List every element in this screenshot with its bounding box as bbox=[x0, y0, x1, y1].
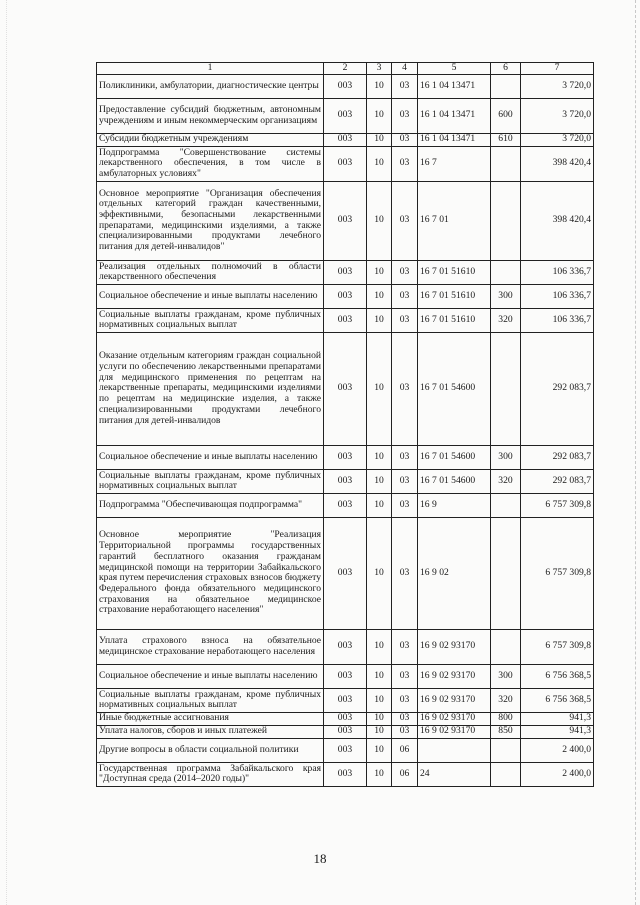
row-csr: 16 9 02 93170 bbox=[418, 712, 491, 725]
row-name: Уплата налогов, сборов и иных платежей bbox=[97, 725, 324, 738]
row-vr: 320 bbox=[491, 308, 521, 332]
row-sum: 2 400,0 bbox=[521, 762, 594, 786]
row-sum: 6 757 309,8 bbox=[521, 629, 594, 664]
row-csr: 16 7 01 54600 bbox=[418, 445, 491, 469]
row-name: Государственная программа Забайкальского края "Доступная среда (2014–2020 годы)" bbox=[97, 762, 324, 786]
row-pr: 03 bbox=[392, 181, 418, 260]
row-pr: 03 bbox=[392, 712, 418, 725]
row-name: Социальные выплаты гражданам, кроме публичных нормативных социальных выплат bbox=[97, 469, 324, 493]
row-rz: 10 bbox=[367, 181, 392, 260]
row-pr: 06 bbox=[392, 762, 418, 786]
row-vr: 320 bbox=[491, 469, 521, 493]
row-rz: 10 bbox=[367, 260, 392, 284]
row-name: Реализация отдельных полномочий в области лекарственного обеспечения bbox=[97, 260, 324, 284]
row-csr: 16 7 01 54600 bbox=[418, 332, 491, 445]
row-pr: 03 bbox=[392, 725, 418, 738]
column-header: 2 bbox=[324, 63, 367, 75]
row-rz: 10 bbox=[367, 74, 392, 98]
row-name: Социальное обеспечение и иные выплаты населению bbox=[97, 664, 324, 688]
row-pr: 03 bbox=[392, 133, 418, 146]
row-rz: 10 bbox=[367, 629, 392, 664]
row-vr: 850 bbox=[491, 725, 521, 738]
table-row bbox=[97, 74, 594, 98]
row-csr: 16 9 02 93170 bbox=[418, 725, 491, 738]
table-row bbox=[97, 688, 594, 712]
row-rz: 10 bbox=[367, 762, 392, 786]
row-vr bbox=[491, 517, 521, 629]
row-rz: 10 bbox=[367, 517, 392, 629]
row-vr bbox=[491, 74, 521, 98]
row-rz: 10 bbox=[367, 725, 392, 738]
row-rz: 10 bbox=[367, 146, 392, 181]
table-row bbox=[97, 712, 594, 725]
table-row bbox=[97, 146, 594, 181]
table-body bbox=[97, 74, 594, 786]
row-vr bbox=[491, 762, 521, 786]
row-ved: 003 bbox=[324, 712, 367, 725]
row-vr bbox=[491, 738, 521, 762]
row-csr: 16 9 02 93170 bbox=[418, 688, 491, 712]
row-vr bbox=[491, 146, 521, 181]
row-vr bbox=[491, 260, 521, 284]
row-ved: 003 bbox=[324, 74, 367, 98]
table-row bbox=[97, 725, 594, 738]
row-vr: 300 bbox=[491, 445, 521, 469]
row-sum: 3 720,0 bbox=[521, 98, 594, 133]
row-vr bbox=[491, 629, 521, 664]
row-name: Основное мероприятие "Реализация Территориальной программы государственных гарантий бесплатного оказания гражданам медицинской помощи на территории Забайкальского края путем перечисления страховых взносов бюджету Федерального фонда обязательного медицинского страхования на обязательное медицинское страхование неработающего населения" bbox=[97, 517, 324, 629]
row-rz: 10 bbox=[367, 738, 392, 762]
row-ved: 003 bbox=[324, 664, 367, 688]
row-ved: 003 bbox=[324, 332, 367, 445]
row-sum: 398 420,4 bbox=[521, 146, 594, 181]
row-rz: 10 bbox=[367, 445, 392, 469]
row-ved: 003 bbox=[324, 133, 367, 146]
row-name: Предоставление субсидий бюджетным, автономным учреждениям и иным некоммерческим организациям bbox=[97, 98, 324, 133]
row-name: Социальные выплаты гражданам, кроме публичных нормативных социальных выплат bbox=[97, 308, 324, 332]
table-row bbox=[97, 181, 594, 260]
column-header: 3 bbox=[367, 63, 392, 75]
row-csr: 16 7 01 54600 bbox=[418, 469, 491, 493]
row-rz: 10 bbox=[367, 284, 392, 308]
page-edge-left bbox=[6, 0, 8, 905]
row-pr: 03 bbox=[392, 445, 418, 469]
row-sum: 106 336,7 bbox=[521, 284, 594, 308]
row-sum: 941,3 bbox=[521, 712, 594, 725]
row-rz: 10 bbox=[367, 133, 392, 146]
row-name: Основное мероприятие "Организация обеспечения отдельных категорий граждан качественными, эффективными, безопасными лекарственными препаратами, медицинскими изделиями, а также специализированными продуктами лечебного питания для детей-инвалидов" bbox=[97, 181, 324, 260]
row-csr bbox=[418, 738, 491, 762]
row-rz: 10 bbox=[367, 308, 392, 332]
table-row bbox=[97, 332, 594, 445]
table-row bbox=[97, 493, 594, 517]
row-name: Социальное обеспечение и иные выплаты населению bbox=[97, 284, 324, 308]
table-row bbox=[97, 517, 594, 629]
row-rz: 10 bbox=[367, 664, 392, 688]
page-edge-right bbox=[634, 0, 636, 905]
row-csr: 16 1 04 13471 bbox=[418, 133, 491, 146]
row-rz: 10 bbox=[367, 688, 392, 712]
row-vr bbox=[491, 493, 521, 517]
row-name: Социальное обеспечение и иные выплаты населению bbox=[97, 445, 324, 469]
row-ved: 003 bbox=[324, 98, 367, 133]
row-rz: 10 bbox=[367, 469, 392, 493]
row-ved: 003 bbox=[324, 688, 367, 712]
row-sum: 292 083,7 bbox=[521, 445, 594, 469]
row-sum: 941,3 bbox=[521, 725, 594, 738]
table-row bbox=[97, 445, 594, 469]
row-pr: 03 bbox=[392, 284, 418, 308]
row-name: Поликлиники, амбулатории, диагностические центры bbox=[97, 74, 324, 98]
row-pr: 03 bbox=[392, 260, 418, 284]
column-header: 5 bbox=[418, 63, 491, 75]
row-name: Субсидии бюджетным учреждениям bbox=[97, 133, 324, 146]
column-header: 1 bbox=[97, 63, 324, 75]
row-ved: 003 bbox=[324, 629, 367, 664]
row-pr: 03 bbox=[392, 98, 418, 133]
budget-table bbox=[96, 62, 594, 787]
row-rz: 10 bbox=[367, 98, 392, 133]
row-csr: 24 bbox=[418, 762, 491, 786]
row-sum: 6 756 368,5 bbox=[521, 688, 594, 712]
page-number: 18 bbox=[313, 851, 327, 866]
row-pr: 06 bbox=[392, 738, 418, 762]
row-rz: 10 bbox=[367, 493, 392, 517]
row-name: Иные бюджетные ассигнования bbox=[97, 712, 324, 725]
table-row bbox=[97, 284, 594, 308]
column-header: 4 bbox=[392, 63, 418, 75]
row-sum: 292 083,7 bbox=[521, 332, 594, 445]
row-ved: 003 bbox=[324, 146, 367, 181]
row-sum: 3 720,0 bbox=[521, 74, 594, 98]
table-row bbox=[97, 469, 594, 493]
row-name: Подпрограмма "Обеспечивающая подпрограмма" bbox=[97, 493, 324, 517]
table-row bbox=[97, 664, 594, 688]
row-vr: 610 bbox=[491, 133, 521, 146]
row-rz: 10 bbox=[367, 332, 392, 445]
row-pr: 03 bbox=[392, 308, 418, 332]
row-csr: 16 9 02 93170 bbox=[418, 629, 491, 664]
table-header-row bbox=[97, 63, 594, 75]
row-pr: 03 bbox=[392, 74, 418, 98]
row-name: Социальные выплаты гражданам, кроме публичных нормативных социальных выплат bbox=[97, 688, 324, 712]
row-sum: 3 720,0 bbox=[521, 133, 594, 146]
table-row bbox=[97, 260, 594, 284]
column-header: 7 bbox=[521, 63, 594, 75]
row-sum: 106 336,7 bbox=[521, 308, 594, 332]
row-ved: 003 bbox=[324, 493, 367, 517]
row-pr: 03 bbox=[392, 493, 418, 517]
row-vr: 800 bbox=[491, 712, 521, 725]
table-row bbox=[97, 629, 594, 664]
row-csr: 16 9 02 93170 bbox=[418, 664, 491, 688]
row-name: Другие вопросы в области социальной политики bbox=[97, 738, 324, 762]
table-row bbox=[97, 98, 594, 133]
row-pr: 03 bbox=[392, 332, 418, 445]
row-ved: 003 bbox=[324, 308, 367, 332]
row-ved: 003 bbox=[324, 284, 367, 308]
row-csr: 16 1 04 13471 bbox=[418, 98, 491, 133]
row-vr: 300 bbox=[491, 284, 521, 308]
row-pr: 03 bbox=[392, 517, 418, 629]
row-pr: 03 bbox=[392, 146, 418, 181]
row-ved: 003 bbox=[324, 181, 367, 260]
row-pr: 03 bbox=[392, 629, 418, 664]
row-ved: 003 bbox=[324, 762, 367, 786]
row-csr: 16 9 02 bbox=[418, 517, 491, 629]
row-vr: 300 bbox=[491, 664, 521, 688]
row-sum: 2 400,0 bbox=[521, 738, 594, 762]
row-ved: 003 bbox=[324, 725, 367, 738]
row-pr: 03 bbox=[392, 688, 418, 712]
row-ved: 003 bbox=[324, 260, 367, 284]
row-csr: 16 9 bbox=[418, 493, 491, 517]
table-row bbox=[97, 308, 594, 332]
row-name: Оказание отдельным категориям граждан социальной услуги по обеспечению лекарственными препаратами для медицинского применения по рецептам на лекарственные препараты, медицинскими изделиями по рецептам на медицинские изделия, а также специализированными продуктами лечебного питания для детей-инвалидов bbox=[97, 332, 324, 445]
row-vr: 320 bbox=[491, 688, 521, 712]
row-ved: 003 bbox=[324, 517, 367, 629]
row-sum: 6 756 368,5 bbox=[521, 664, 594, 688]
row-csr: 16 7 01 51610 bbox=[418, 308, 491, 332]
row-pr: 03 bbox=[392, 469, 418, 493]
row-sum: 292 083,7 bbox=[521, 469, 594, 493]
row-ved: 003 bbox=[324, 469, 367, 493]
row-sum: 6 757 309,8 bbox=[521, 517, 594, 629]
row-name: Подпрограмма "Совершенствование системы лекарственного обеспечения, в том числе в амбулаторных условиях" bbox=[97, 146, 324, 181]
row-csr: 16 7 bbox=[418, 146, 491, 181]
row-csr: 16 1 04 13471 bbox=[418, 74, 491, 98]
row-vr bbox=[491, 181, 521, 260]
table-row bbox=[97, 738, 594, 762]
row-sum: 398 420,4 bbox=[521, 181, 594, 260]
column-header: 6 bbox=[491, 63, 521, 75]
row-csr: 16 7 01 51610 bbox=[418, 260, 491, 284]
row-sum: 106 336,7 bbox=[521, 260, 594, 284]
row-name: Уплата страхового взноса на обязательное медицинское страхование неработающего населения bbox=[97, 629, 324, 664]
row-sum: 6 757 309,8 bbox=[521, 493, 594, 517]
row-pr: 03 bbox=[392, 664, 418, 688]
row-vr bbox=[491, 332, 521, 445]
table-row bbox=[97, 133, 594, 146]
table-row bbox=[97, 762, 594, 786]
row-ved: 003 bbox=[324, 738, 367, 762]
row-ved: 003 bbox=[324, 445, 367, 469]
row-rz: 10 bbox=[367, 712, 392, 725]
row-csr: 16 7 01 51610 bbox=[418, 284, 491, 308]
row-csr: 16 7 01 bbox=[418, 181, 491, 260]
row-vr: 600 bbox=[491, 98, 521, 133]
